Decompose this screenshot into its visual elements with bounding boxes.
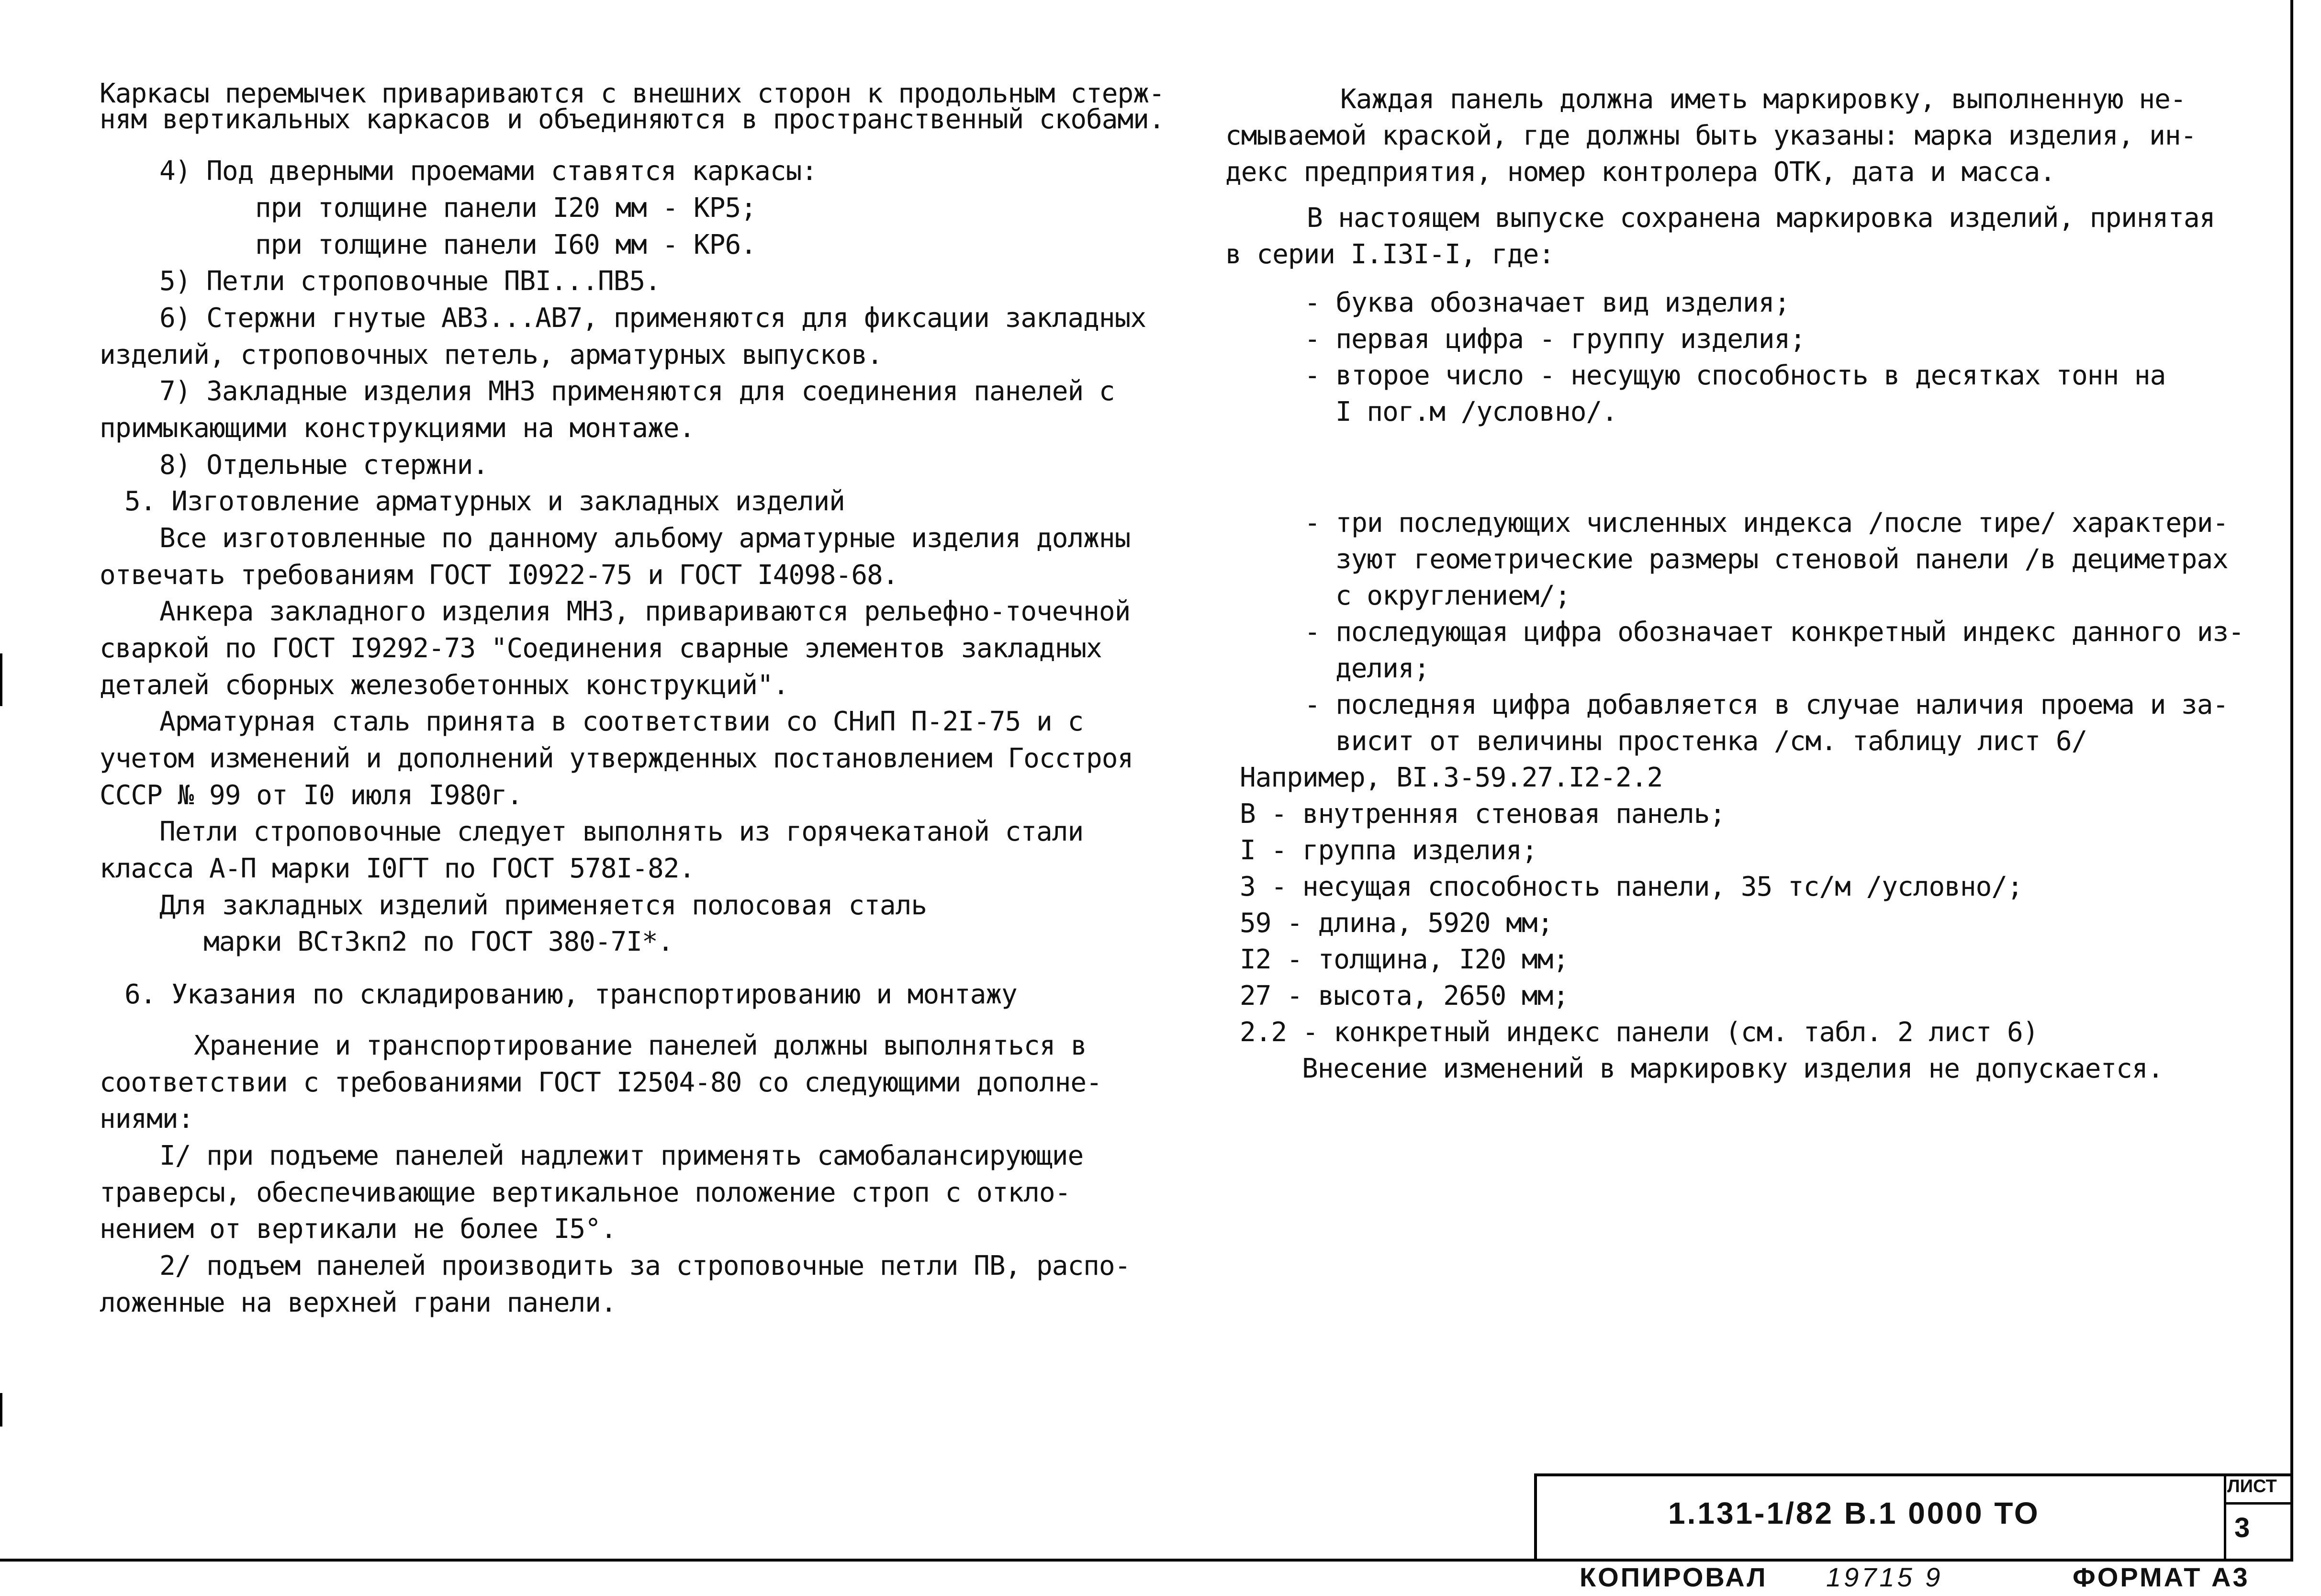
frame-right-border	[2290, 0, 2293, 1562]
text-line: ниями:	[100, 1103, 194, 1135]
example-heading: Например, ВI.3-59.27.I2-2.2	[1240, 762, 1663, 793]
list-item: - последняя цифра добавляется в случае наличия проема и за-	[1304, 689, 2229, 720]
text-line: смываемой краской, где должны быть указаны: марка изделия, ин-	[1225, 120, 2197, 151]
text-line: Все изготовленные по данному альбому арматурные изделия должны	[159, 523, 1131, 554]
document-code: 1.131-1/82 В.1 0000 ТО	[1668, 1496, 2040, 1530]
list-item: 8) Отдельные стержни.	[159, 450, 489, 481]
text-line: декс предприятия, номер контролера ОТК, дата и масса.	[1225, 157, 2055, 188]
copied-number: 19715 9	[1826, 1562, 1943, 1592]
legend-line: 2.2 - конкретный индекс панели (см. табл. 2 лист 6)	[1240, 1017, 2039, 1048]
text-line: траверсы, обеспечивающие вертикальное положение строп с откло-	[100, 1177, 1071, 1208]
text-line: соответствии с требованиями ГОСТ I2504-80 со следующими дополне-	[100, 1067, 1102, 1098]
legend-line: 27 - высота, 2650 мм;	[1240, 980, 1569, 1012]
legend-line: 3 - несущая способность панели, 35 тс/м /условно/;	[1240, 871, 2023, 902]
text-line: Арматурная сталь принята в соответствии со СНиП П-2I-75 и с	[159, 706, 1084, 737]
title-block	[1534, 1473, 2293, 1562]
text-line: I/ при подъеме панелей надлежит применять самобалансирующие	[159, 1140, 1084, 1171]
text-line: Внесение изменений в маркировку изделия не допускается.	[1302, 1053, 2164, 1084]
title-block-left-border	[1534, 1473, 1537, 1562]
text-line: ням вертикальных каркасов и объединяются в пространственный скобами.	[100, 104, 1165, 135]
title-block-top-border	[1534, 1473, 2293, 1476]
text-line: Хранение и транспортирование панелей должны выполняться в	[194, 1030, 1087, 1061]
text-line: класса А-П марки I0ГТ по ГОСТ 578I-82.	[100, 853, 695, 884]
list-item: 4) Под дверными проемами ставятся каркасы:	[159, 156, 818, 187]
list-item: 7) Закладные изделия МН3 применяются для соединения панелей с	[159, 376, 1115, 407]
text-line: марки ВСт3кп2 по ГОСТ 380-7I*.	[203, 926, 673, 957]
text-line: СССР № 99 от I0 июля I980г.	[100, 780, 523, 811]
legend-line: I2 - толщина, I20 мм;	[1240, 944, 1569, 975]
list-item-continuation: с округлением/;	[1335, 580, 1570, 611]
text-line: деталей сборных железобетонных конструкций".	[100, 670, 789, 701]
list-item: - буква обозначает вид изделия;	[1304, 287, 1790, 318]
section-heading: 6. Указания по складированию, транспортированию и монтажу	[124, 979, 1017, 1010]
copied-label: КОПИРОВАЛ	[1580, 1562, 1768, 1592]
text-line: В настоящем выпуске сохранена маркировка изделий, принятая	[1307, 202, 2215, 234]
section-heading: 5. Изготовление арматурных и закладных изделий	[124, 486, 845, 517]
sheet-cell-divider	[2224, 1473, 2226, 1562]
list-item: 5) Петли строповочные ПВI...ПВ5.	[159, 266, 661, 297]
sheet-number: 3	[2234, 1512, 2250, 1543]
text-line: изделий, строповочных петель, арматурных выпусков.	[100, 339, 883, 371]
sheet-cell-separator	[2224, 1502, 2293, 1505]
text-line: учетом изменений и дополнений утвержденных постановлением Госстроя	[100, 743, 1133, 774]
text-line: ложенные на верхней грани панели.	[100, 1287, 617, 1318]
list-item-continuation: I пог.м /условно/.	[1335, 396, 1617, 427]
list-subitem: при толщине панели I60 мм - КР6.	[255, 229, 756, 260]
text-line: сваркой по ГОСТ I9292-73 "Соединения сварные элементов закладных	[100, 633, 1102, 664]
text-line: Для закладных изделий применяется полосовая сталь	[159, 890, 927, 921]
list-item-continuation: висит от величины простенка /см. таблицу лист 6/	[1335, 726, 2087, 757]
left-edge-mark	[0, 653, 2, 706]
text-line: Анкера закладного изделия МН3, привариваются рельефно-точечной	[159, 596, 1131, 627]
list-item: - второе число - несущую способность в десятках тонн на	[1304, 360, 2166, 391]
text-line: Каждая панель должна иметь маркировку, выполненную не-	[1340, 84, 2186, 115]
list-item: - первая цифра - группу изделия;	[1304, 324, 1805, 355]
text-line: Каркасы перемычек привариваются с внешних сторон к продольным стерж-	[100, 78, 1165, 109]
format-label: ФОРМАТ А3	[2073, 1562, 2250, 1592]
legend-line: I - группа изделия;	[1240, 835, 1537, 866]
list-item-continuation: зуют геометрические размеры стеновой панели /в дециметрах	[1335, 544, 2228, 575]
list-subitem: при толщине панели I20 мм - КР5;	[255, 192, 756, 224]
list-item: - последующая цифра обозначает конкретный индекс данного из-	[1304, 617, 2244, 648]
text-line: в серии I.I3I-I, где:	[1225, 239, 1555, 270]
legend-line: В - внутренняя стеновая панель;	[1240, 798, 1726, 830]
left-edge-mark	[0, 1393, 2, 1427]
text-line: 2/ подъем панелей производить за строповочные петли ПВ, распо-	[159, 1250, 1131, 1281]
text-line: примыкающими конструкциями на монтаже.	[100, 413, 695, 444]
text-line: нением от вертикали не более I5°.	[100, 1214, 617, 1245]
legend-line: 59 - длина, 5920 мм;	[1240, 908, 1553, 939]
list-item-continuation: делия;	[1335, 653, 1430, 684]
text-line: Петли строповочные следует выполнять из горячекатаной стали	[159, 816, 1084, 847]
text-line: отвечать требованиям ГОСТ I0922-75 и ГОСТ I4098-68.	[100, 560, 898, 591]
list-item: - три последующих численных индекса /после тире/ характери-	[1304, 507, 2229, 539]
list-item: 6) Стержни гнутые АВ3...АВ7, применяются для фиксации закладных	[159, 303, 1146, 334]
sheet-label: ЛИСТ	[2227, 1476, 2277, 1496]
